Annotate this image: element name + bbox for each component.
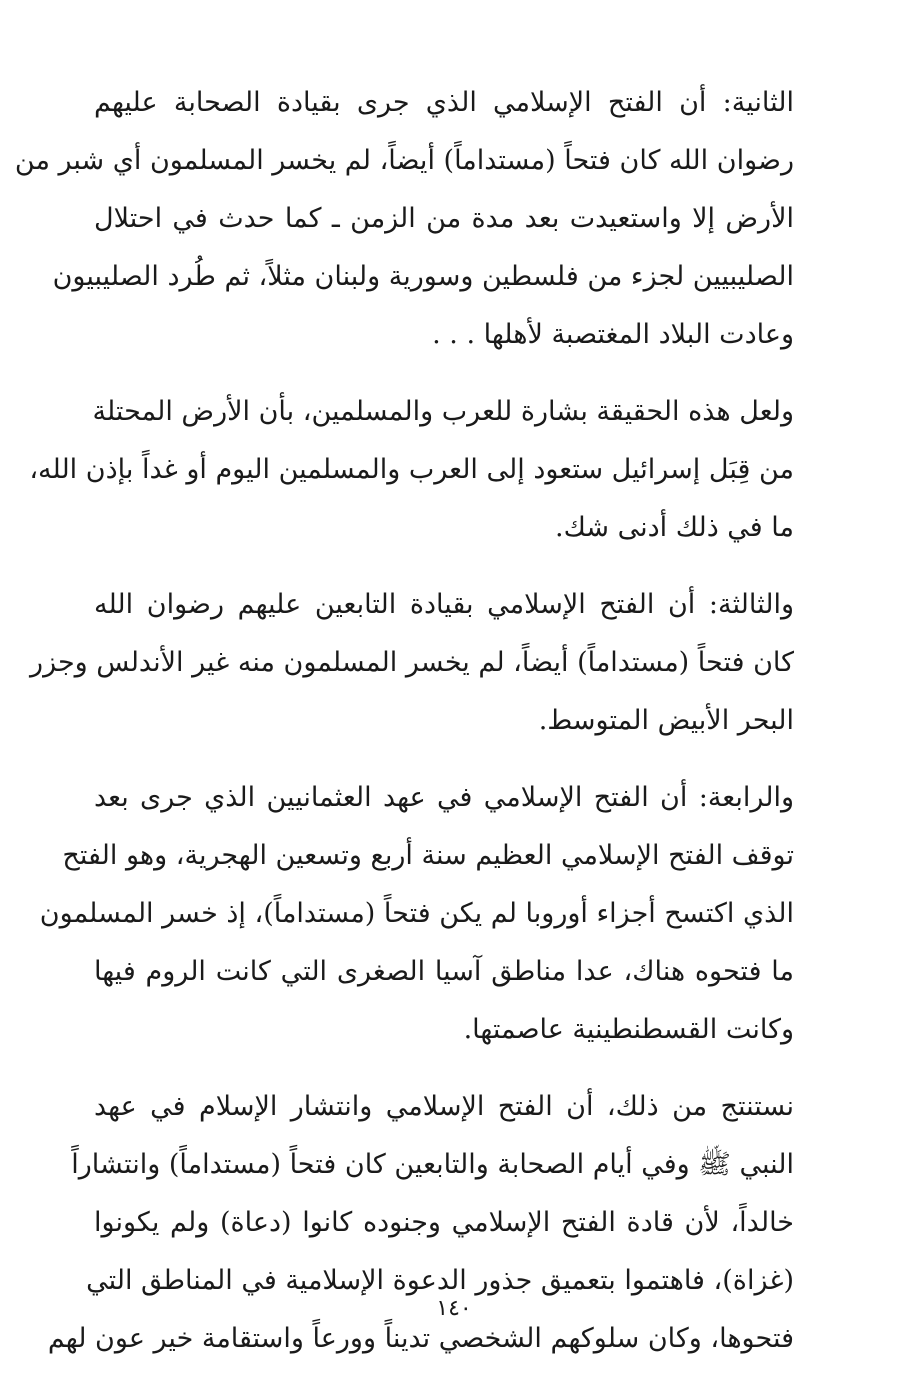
text-line: ولعل هذه الحقيقة بشارة للعرب والمسلمين، بأن الأرض المحتلة (92, 396, 794, 427)
text-line: الذي اكتسح أجزاء أوروبا لم يكن فتحاً (مستداماً)، إذ خسر المسلمون (39, 898, 794, 929)
text-line: وكانت القسطنطينية عاصمتها. (463, 1014, 794, 1045)
text-line: كان فتحاً (مستداماً) أيضاً، لم يخسر المسلمون منه غير الأندلس وجزر (30, 647, 794, 678)
text-line: (غزاة)، فاهتموا بتعميق جذور الدعوة الإسلامية في المناطق التي (86, 1265, 794, 1296)
text-line: وعادت البلاد المغتصبة لأهلها . . . (432, 319, 794, 350)
paragraph-conclusion (47, 1078, 794, 1368)
text-line: خالداً، لأن قادة الفتح الإسلامي وجنوده كانوا (دعاة) ولم يكونوا (94, 1207, 794, 1238)
page-body (14, 74, 794, 1387)
text-line: البحر الأبيض المتوسط. (538, 705, 794, 736)
text-line: ما فتحوه هناك، عدا مناطق آسيا الصغرى التي كانت الروم فيها (94, 956, 794, 987)
text-line: والرابعة: أن الفتح الإسلامي في عهد العثمانيين الذي جرى بعد (94, 782, 794, 813)
text-line: النبي ﷺ وفي أيام الصحابة والتابعين كان فتحاً (مستداماً) وانتشاراً (71, 1149, 794, 1180)
text-line: رضوان الله كان فتحاً (مستداماً) أيضاً، لم يخسر المسلمون أي شبر من (14, 145, 794, 176)
page-number: ١٤٠ (436, 1296, 472, 1321)
text-line: توقف الفتح الإسلامي العظيم سنة أربع وتسعين الهجرية، وهو الفتح (62, 840, 794, 871)
paragraph-second-point (14, 74, 794, 364)
text-line: الأرض إلا واستعيدت بعد مدة من الزمن ـ كما حدث في احتلال (94, 203, 794, 234)
text-line: ما في ذلك أدنى شك. (555, 512, 794, 543)
paragraph-good-tidings (29, 383, 794, 557)
paragraph-third-point (30, 576, 794, 750)
text-line: الثانية: أن الفتح الإسلامي الذي جرى بقيادة الصحابة عليهم (94, 87, 794, 118)
text-line: من قِبَل إسرائيل ستعود إلى العرب والمسلمين اليوم أو غداً بإذن الله، (29, 454, 794, 485)
text-line: نستنتج من ذلك، أن الفتح الإسلامي وانتشار الإسلام في عهد (94, 1091, 794, 1122)
text-line: الصليبيين لجزء من فلسطين وسورية ولبنان مثلاً، ثم طُرد الصليبيون (52, 261, 794, 292)
text-line: والثالثة: أن الفتح الإسلامي بقيادة التابعين عليهم رضوان الله (94, 589, 794, 620)
paragraph-fourth-point (39, 769, 794, 1059)
text-line: فتحوها، وكان سلوكهم الشخصي تديناً وورعاً واستقامة خير عون لهم (47, 1323, 794, 1354)
